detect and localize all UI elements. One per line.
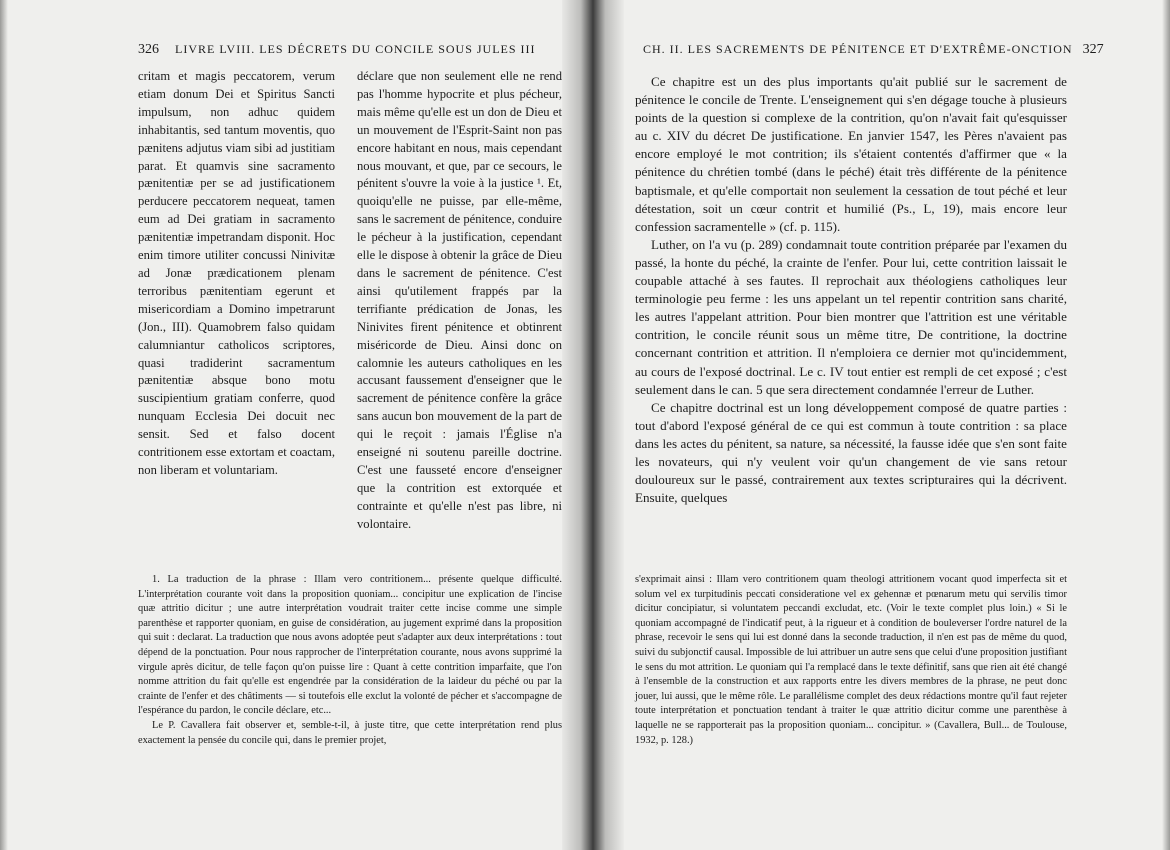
left-footnotes — [138, 573, 562, 748]
body-paragraph: Ce chapitre doctrinal est un long développement composé de quatre parties : tout d'abord l'exposé général de ce qui est commun à toute contrition : sa place dans les actes du pénitent, sa nature, sa nécessité, la fausse idée que s'en sont faite les novateurs, qui n'y veulent voir qu'un changement de vie sans retour douloureux sur le passé, contrairement aux textes scripturaires qui la décrivent. Ensuite, quelques — [635, 399, 1067, 506]
footnote-1: 1. La traduction de la phrase : Illam vero contritionem... présente quelque difficulté. L'interprétation courante voit dans la proposition quoniam... concipitur une explication de l'incise quæ attritio dicitur ; une autre interprétation voudrait traiter cette incise comme une simple parenthèse et rapporter quoniam, en guise de considération, au jugement exprimé dans la proposition qui suit : declarat. La traduction que nous avons adoptée peut s'adapter aux deux interprétations : tout dépend de la ponctuation. Pour nous rapprocher de l'interprétation courante, nous avons supprimé la virgule après dicitur, de telle façon qu'on puisse lire : Quant à cette contrition imparfaite, que l'on nomme attrition du fait qu'elle est engendrée par la considération de la laideur du péché ou par la crainte de l'enfer et des châtiments — si toutefois elle exclut la volonté de pécher et s'accompagne de l'espérance du pardon, le concile déclare, etc... — [138, 574, 562, 717]
right-running-head-text: CH. II. LES SACREMENTS DE PÉNITENCE ET D'EXTRÊME-ONCTION — [643, 42, 1073, 56]
body-paragraph: Ce chapitre est un des plus importants qu'ait publié sur le sacrement de pénitence le concile de Trente. L'enseignement qui s'en dégage touche à plusieurs points de la question si complexe de la contrition, qu'on n'avait fait qu'esquisser au c. XIV du décret De justificatione. En janvier 1547, les Pères n'avaient pas encore employé le mot contrition; ils s'étaient contentés d'affirmer que « la pénitence du chrétien tombé (dans le péché) était très différente de la pénitence baptismale, et qu'elle comportait non seulement la cessation de tout péché et leur détestation, soit un cœur contrit et humilié (Ps., L, 19), mais encore leur confession sacramentelle » (cf. p. 115). — [635, 74, 1067, 234]
left-page-number: 326 — [138, 42, 159, 57]
right-page — [605, 0, 1170, 850]
left-running-header — [138, 42, 536, 58]
french-text: déclare que non seulement elle ne rend pas l'homme hypocrite et plus pécheur, mais même qu'elle est un don de Dieu et un mouvement de l'Esprit-Saint non pas encore habitant en nous, mais cependant nous mouvant, et que, par ce secours, le pénitent s'ouvre la voie à la justice ¹. Et, quoiqu'elle ne puisse, par elle-même, sans le sacrement de pénitence, conduire le pécheur à la justification, cependant elle le dispose à obtenir la grâce de Dieu dans le sacrement de pénitence. C'est ainsi qu'utilement frappés par la terrifiante prédication de Jonas, les Ninivites firent pénitence et obtinrent miséricorde de Dieu. Ainsi donc on calomnie les auteurs catholiques en les accusant faussement d'enseigner que le sacrement de pénitence confère la grâce sans aucun bon mouvement de la part de qui le reçoit : jamais l'Église n'a enseigné ni soutenu pareille doctrine. C'est une fausseté encore d'enseigner que la contrition est extorquée et contrainte et qu'elle n'est pas libre, ni volontaire. — [357, 69, 562, 531]
latin-column — [138, 68, 335, 480]
latin-text: critam et magis peccatorem, verum etiam donum Dei et Spiritus Sancti impulsum, non adhuc quidem inhabitantis, sed tantum moventis, quo pænitens adjutus viam sibi ad justitiam parat. Et quamvis sine sacramento pænitentiæ per se ad justificationem perducere peccatorem nequeat, tamen eum ad Dei gratiam in sacramento pænitentiæ impetrandam disponit. Hoc enim timore utiliter concussi Ninivitæ ad Jonæ prædicationem plenam terroribus pænitentiam egerunt et misericordiam a Domino impetrarunt (Jon., III). Quamobrem falso quidam calumniantur catholicos scriptores, quasi tradiderint sacramentum pænitentiæ absque bono motu suscipientium gratiam conferre, quod nunquam Ecclesia Dei docuit nec sensit. Sed et falso docent contritionem esse extortam et coactam, non liberam et voluntariam. — [138, 69, 335, 477]
right-footnote-text: s'exprimait ainsi : Illam vero contritionem quam theologi attritionem vocant quod imperfecta sit et solum vel ex turpitudinis peccati consideratione vel ex gehennæ et pœnarum metu qui servilis timor dicitur concipiatur, si voluntatem peccandi excludat, etc. (Voir le texte complet plus loin.) « Si le quoniam accompagné de l'indicatif peut, à la rigueur et à condition de bouleverser l'ordre naturel de la phrase, recevoir le sens qui lui est donné dans la seconde traduction, il n'en est pas de même du quod, suivi du subjonctif causal. Impossible de lui attribuer un autre sens que celui d'une proposition justifiant le sens du mot attrition. Le quoniam qui l'a remplacé dans le texte définitif, sans que rien ait été changé à l'ensemble de la construction et aux rapports entre les divers membres de la phrase, ne peut donc jouer, lui aussi, que le même rôle. Le parallélisme complet des deux rédactions montre qu'il faut rejeter toute interprétation et ponctuation tendant à traiter le quæ attritio dicitur comme une parenthèse à laquelle ne se rapporterait pas la proposition quoniam... concipitur. » (Cavallera, Bull... de Toulouse, 1932, p. 128.) — [635, 574, 1067, 746]
right-footnote — [635, 573, 1067, 748]
left-running-head-text: LIVRE LVIII. LES DÉCRETS DU CONCILE SOUS JULES III — [175, 42, 536, 56]
right-page-number: 327 — [1082, 42, 1104, 57]
french-column — [357, 68, 562, 534]
footnote-1-continued: Le P. Cavallera fait observer et, semble-t-il, à juste titre, que cette interprétation rend plus exactement la pensée du concile qui, dans le premier projet, — [138, 719, 562, 746]
right-body — [635, 73, 1067, 507]
body-paragraph: Luther, on l'a vu (p. 289) condamnait toute contrition préparée par l'examen du passé, la honte du péché, la crainte de l'enfer. Pour lui, cette contrition laissait le coupable attaché à ses fautes. Il reprochait aux théologiens catholiques leur terminologie peu ferme : les uns appelant un tel repentir contrition sans charité, les autres l'appelant attrition. Pour bien montrer que l'attrition est une véritable contrition, le concile réunit sous un même titre, De contritione, la doctrine concernant contrition et attrition. Il n'emploiera ce dernier mot qu'incidemment, au cours de l'exposé doctrinal. Le c. IV tout entier est rempli de cet exposé ; c'est seulement dans le can. 5 que sera directement condamnée l'erreur de Luther. — [635, 236, 1067, 397]
right-running-header — [643, 42, 1104, 58]
